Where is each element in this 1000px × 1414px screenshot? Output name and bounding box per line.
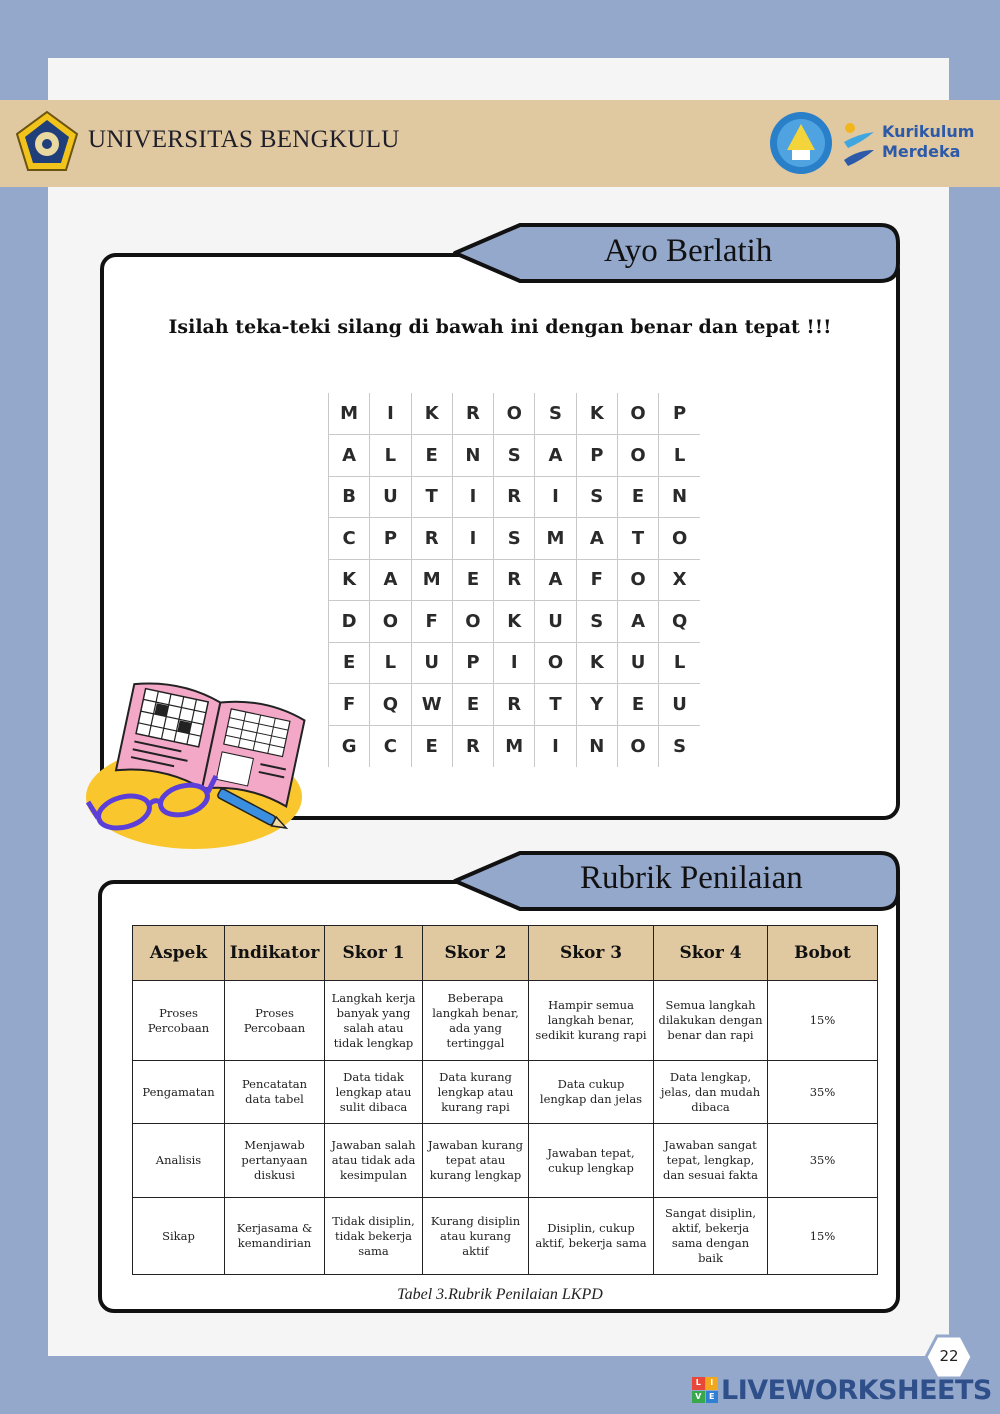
grid-cell[interactable]: F <box>576 559 617 601</box>
grid-cell[interactable]: C <box>370 725 411 767</box>
rubric-cell: Hampir semua langkah benar, sedikit kurang rapi <box>529 981 654 1061</box>
grid-cell[interactable]: I <box>535 476 576 518</box>
grid-cell[interactable]: Q <box>659 601 700 643</box>
kurikulum-text: Kurikulum <box>882 122 975 141</box>
grid-cell[interactable]: A <box>576 518 617 560</box>
grid-cell[interactable]: N <box>452 435 493 477</box>
rubric-cell: Sangat disiplin, aktif, bekerja sama dengan baik <box>654 1198 768 1275</box>
rubric-cell: Jawaban kurang tepat atau kurang lengkap <box>423 1124 529 1198</box>
section-title-ayo-berlatih: Ayo Berlatih <box>604 233 773 269</box>
grid-cell[interactable]: E <box>617 476 658 518</box>
grid-cell[interactable]: A <box>370 559 411 601</box>
rubric-cell: Proses Percobaan <box>225 981 325 1061</box>
rubric-cell: 15% <box>768 1198 878 1275</box>
grid-cell[interactable]: I <box>370 393 411 435</box>
lw-icon-letter: V <box>692 1391 705 1404</box>
grid-cell[interactable]: R <box>494 684 535 726</box>
rubric-cell: Jawaban sangat tepat, lengkap, dan sesuai fakta <box>654 1124 768 1198</box>
rubric-row <box>133 981 878 1061</box>
exercise-instruction: Isilah teka-teki silang di bawah ini dengan benar dan tepat !!! <box>168 316 832 338</box>
grid-cell[interactable]: U <box>370 476 411 518</box>
book-and-glasses-illustration-icon <box>84 672 316 852</box>
grid-cell[interactable]: I <box>452 518 493 560</box>
rubric-column-header: Aspek <box>133 926 225 981</box>
grid-cell[interactable]: U <box>411 642 452 684</box>
rubric-row <box>133 1198 878 1275</box>
grid-cell[interactable]: C <box>329 518 370 560</box>
merdeka-text: Merdeka <box>882 142 961 161</box>
page-number: 22 <box>939 1347 959 1365</box>
rubric-row <box>133 1061 878 1124</box>
grid-cell[interactable]: S <box>535 393 576 435</box>
rubric-cell: Kurang disiplin atau kurang aktif <box>423 1198 529 1275</box>
grid-cell[interactable]: B <box>329 476 370 518</box>
kurikulum-merdeka-logo-icon <box>840 120 880 168</box>
grid-cell[interactable]: E <box>329 642 370 684</box>
grid-cell[interactable]: L <box>659 435 700 477</box>
rubric-cell: Kerjasama & kemandirian <box>225 1198 325 1275</box>
rubric-cell: Semua langkah dilakukan dengan benar dan rapi <box>654 981 768 1061</box>
grid-cell[interactable]: O <box>617 435 658 477</box>
grid-cell[interactable]: Y <box>576 684 617 726</box>
rubric-cell: Data kurang lengkap atau kurang rapi <box>423 1061 529 1124</box>
grid-cell[interactable]: O <box>370 601 411 643</box>
grid-cell[interactable]: S <box>659 725 700 767</box>
grid-cell[interactable]: O <box>659 518 700 560</box>
table-caption: Tabel 3.Rubrik Penilaian LKPD <box>397 1286 603 1303</box>
grid-cell[interactable]: O <box>617 725 658 767</box>
grid-cell[interactable]: O <box>617 559 658 601</box>
rubric-cell: Langkah kerja banyak yang salah atau tidak lengkap <box>325 981 423 1061</box>
rubric-cell: Disiplin, cukup aktif, bekerja sama <box>529 1198 654 1275</box>
grid-row <box>329 642 701 684</box>
rubric-cell: 15% <box>768 981 878 1061</box>
rubric-cell: Pencatatan data tabel <box>225 1061 325 1124</box>
grid-cell[interactable]: U <box>535 601 576 643</box>
grid-cell[interactable]: O <box>494 393 535 435</box>
grid-cell[interactable]: M <box>329 393 370 435</box>
rubric-cell: Data lengkap, jelas, dan mudah dibaca <box>654 1061 768 1124</box>
lw-icon-letter: E <box>706 1391 719 1404</box>
rubric-cell: Menjawab pertanyaan diskusi <box>225 1124 325 1198</box>
rubric-cell: Proses Percobaan <box>133 981 225 1061</box>
grid-cell[interactable]: L <box>370 642 411 684</box>
lw-icon-letter: I <box>706 1377 719 1390</box>
kurikulum-merdeka-wordmark <box>882 122 974 162</box>
rubric-column-header: Bobot <box>768 926 878 981</box>
liveworksheets-text: LIVEWORKSHEETS <box>721 1374 992 1406</box>
grid-cell[interactable]: E <box>617 684 658 726</box>
grid-cell[interactable]: R <box>452 393 493 435</box>
tut-wuri-handayani-logo-icon <box>768 110 834 176</box>
grid-row <box>329 684 701 726</box>
grid-row <box>329 559 701 601</box>
grid-cell[interactable]: R <box>452 725 493 767</box>
rubric-table <box>132 925 878 1275</box>
section-title-rubrik-penilaian: Rubrik Penilaian <box>580 860 803 896</box>
rubric-cell: Jawaban tepat, cukup lengkap <box>529 1124 654 1198</box>
grid-row <box>329 518 701 560</box>
grid-cell[interactable]: K <box>329 559 370 601</box>
grid-cell[interactable]: R <box>494 476 535 518</box>
grid-cell[interactable]: S <box>494 518 535 560</box>
grid-cell[interactable]: K <box>576 642 617 684</box>
rubric-column-header: Indikator <box>225 926 325 981</box>
grid-cell[interactable]: O <box>535 642 576 684</box>
grid-cell[interactable]: U <box>617 642 658 684</box>
grid-cell[interactable]: F <box>329 684 370 726</box>
grid-cell[interactable]: O <box>617 393 658 435</box>
grid-row <box>329 393 701 435</box>
university-emblem-icon <box>14 110 80 176</box>
rubric-cell: Analisis <box>133 1124 225 1198</box>
grid-cell[interactable]: R <box>411 518 452 560</box>
grid-cell[interactable]: K <box>576 393 617 435</box>
grid-cell[interactable]: A <box>535 435 576 477</box>
grid-cell[interactable]: T <box>535 684 576 726</box>
rubric-column-header: Skor 4 <box>654 926 768 981</box>
rubric-cell: Data tidak lengkap atau sulit dibaca <box>325 1061 423 1124</box>
grid-cell[interactable]: S <box>576 476 617 518</box>
grid-cell[interactable]: L <box>659 642 700 684</box>
lw-icon-letter: L <box>692 1377 705 1390</box>
grid-cell[interactable]: S <box>576 601 617 643</box>
grid-cell[interactable]: P <box>370 518 411 560</box>
rubric-cell: Pengamatan <box>133 1061 225 1124</box>
grid-cell[interactable]: A <box>535 559 576 601</box>
grid-cell[interactable]: A <box>617 601 658 643</box>
rubric-header-row <box>133 926 878 981</box>
rubric-cell: 35% <box>768 1061 878 1124</box>
grid-cell[interactable]: E <box>411 435 452 477</box>
word-search-grid <box>328 393 700 767</box>
grid-cell[interactable]: W <box>411 684 452 726</box>
rubric-column-header: Skor 2 <box>423 926 529 981</box>
grid-cell[interactable]: K <box>411 393 452 435</box>
grid-cell[interactable]: P <box>452 642 493 684</box>
rubric-column-header: Skor 3 <box>529 926 654 981</box>
rubric-cell: Jawaban salah atau tidak ada kesimpulan <box>325 1124 423 1198</box>
grid-cell[interactable]: E <box>411 725 452 767</box>
grid-cell[interactable]: I <box>452 476 493 518</box>
grid-cell[interactable]: K <box>494 601 535 643</box>
rubric-row <box>133 1124 878 1198</box>
rubric-column-header: Skor 1 <box>325 926 423 981</box>
rubric-cell: Data cukup lengkap dan jelas <box>529 1061 654 1124</box>
grid-cell[interactable]: E <box>452 684 493 726</box>
grid-cell[interactable]: P <box>576 435 617 477</box>
rubric-cell: Beberapa langkah benar, ada yang tertinggal <box>423 981 529 1061</box>
grid-cell[interactable]: P <box>659 393 700 435</box>
grid-cell[interactable]: N <box>659 476 700 518</box>
liveworksheets-logo-icon <box>692 1377 718 1403</box>
grid-cell[interactable]: M <box>411 559 452 601</box>
grid-row <box>329 601 701 643</box>
header-band <box>0 100 1000 187</box>
grid-cell[interactable]: L <box>370 435 411 477</box>
grid-cell[interactable]: F <box>411 601 452 643</box>
grid-cell[interactable]: G <box>329 725 370 767</box>
grid-cell[interactable]: M <box>494 725 535 767</box>
grid-cell[interactable]: T <box>617 518 658 560</box>
rubric-cell: Tidak disiplin, tidak bekerja sama <box>325 1198 423 1275</box>
liveworksheets-watermark <box>692 1373 992 1407</box>
rubric-cell: 35% <box>768 1124 878 1198</box>
grid-cell[interactable]: A <box>329 435 370 477</box>
grid-cell[interactable]: X <box>659 559 700 601</box>
grid-cell[interactable]: I <box>535 725 576 767</box>
grid-cell[interactable]: R <box>494 559 535 601</box>
grid-row <box>329 476 701 518</box>
grid-cell[interactable]: O <box>452 601 493 643</box>
grid-row <box>329 435 701 477</box>
rubric-cell: Sikap <box>133 1198 225 1275</box>
grid-cell[interactable]: D <box>329 601 370 643</box>
grid-cell[interactable]: S <box>494 435 535 477</box>
grid-cell[interactable]: N <box>576 725 617 767</box>
grid-cell[interactable]: I <box>494 642 535 684</box>
grid-cell[interactable]: E <box>452 559 493 601</box>
grid-cell[interactable]: U <box>659 684 700 726</box>
grid-row <box>329 725 701 767</box>
university-name: UNIVERSITAS BENGKULU <box>88 126 400 153</box>
grid-cell[interactable]: T <box>411 476 452 518</box>
grid-cell[interactable]: Q <box>370 684 411 726</box>
grid-cell[interactable]: M <box>535 518 576 560</box>
